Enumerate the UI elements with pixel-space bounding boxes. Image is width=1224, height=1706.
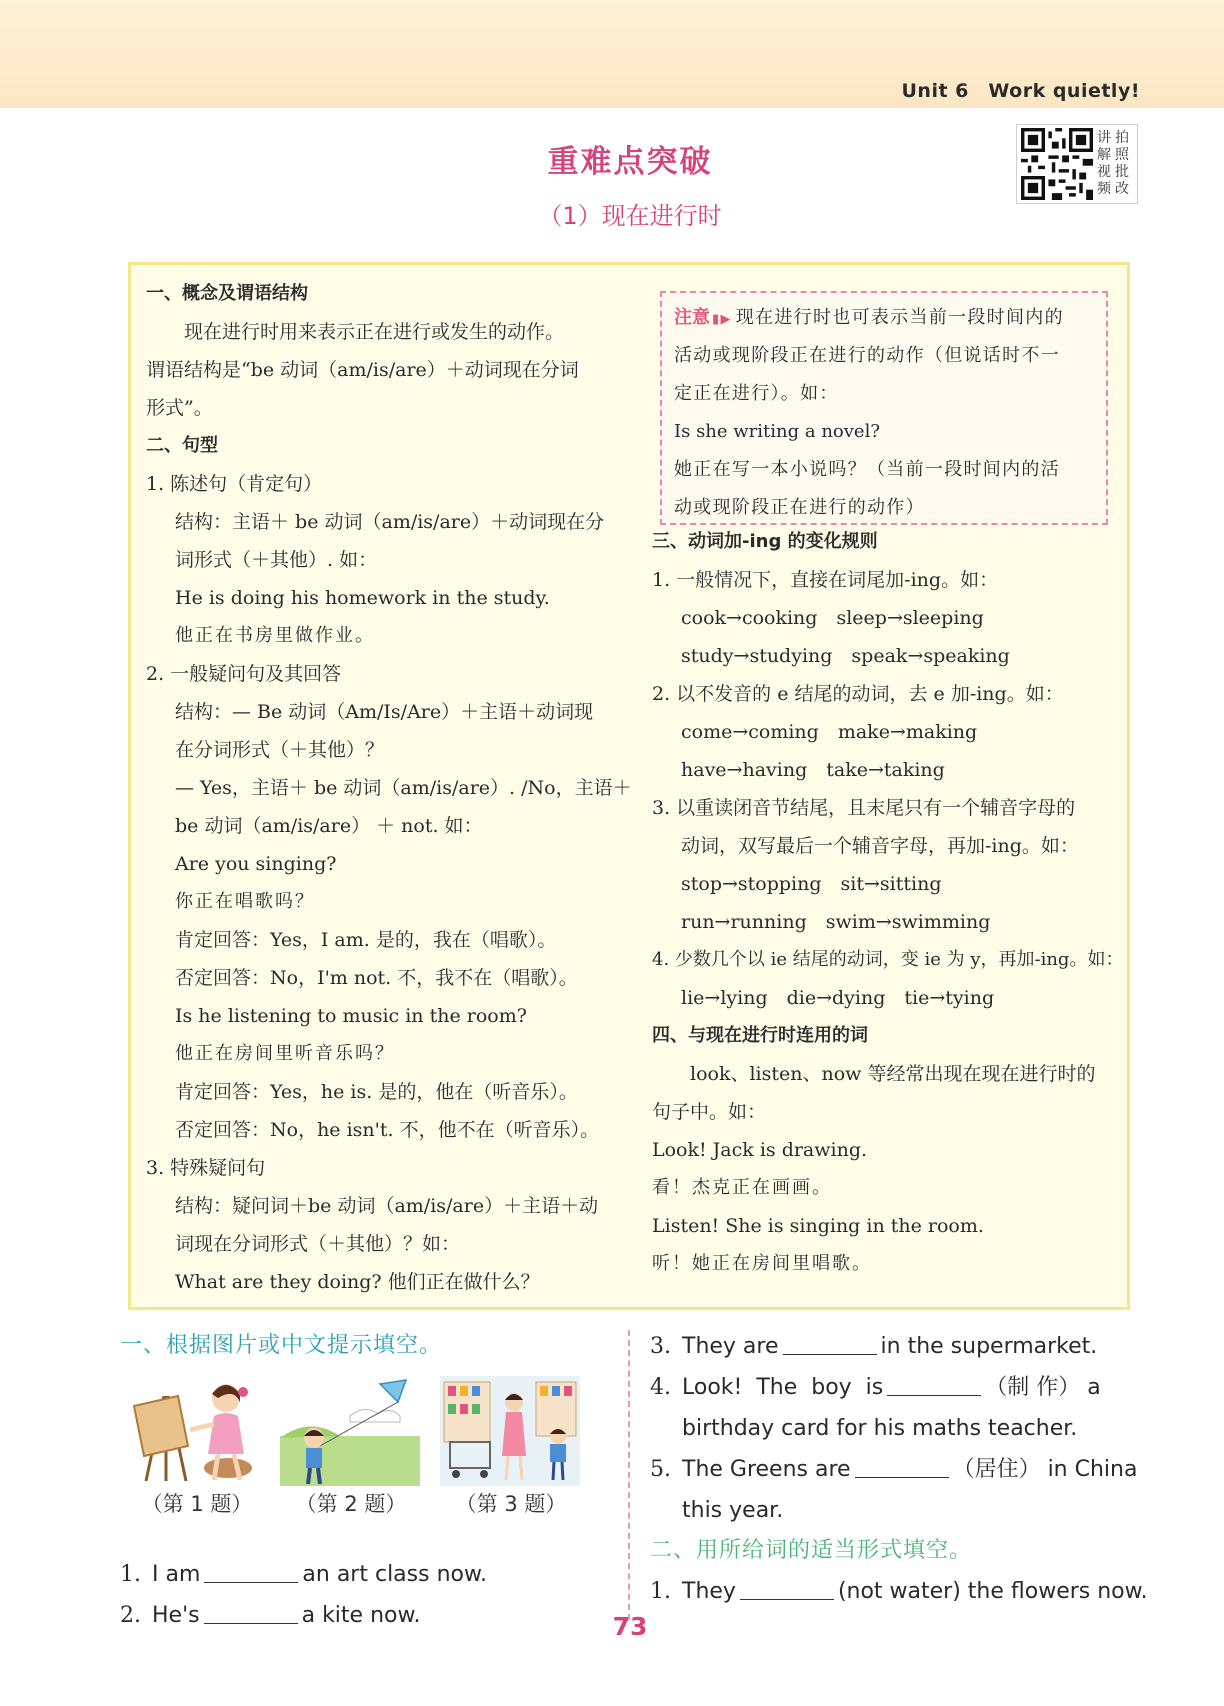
exercise-item: 4. Look! The boy is （制 作） a	[650, 1367, 1150, 1408]
example-translation: 他正在书房里做作业。	[175, 625, 375, 646]
exercise-heading: 二、用所给词的适当形式填空。	[650, 1538, 973, 1563]
verb-examples: study→studying speak→speaking	[681, 645, 1010, 667]
page-number: 73	[612, 1612, 648, 1641]
verb-examples: stop→stopping sit→sitting	[681, 873, 942, 895]
text-line: 现在进行时用来表示正在进行或发生的动作。	[184, 321, 565, 343]
exercise-heading: 一、根据图片或中文提示填空。	[120, 1333, 443, 1358]
exercise-item: 1. I am an art class now.	[120, 1554, 620, 1595]
note-line: 注意 ▮▶ 现在进行时也可表示当前一段时间内的	[674, 307, 1064, 328]
verb-examples: lie→lying die→dying tie→tying	[681, 987, 995, 1009]
text-line: 1. 陈述句（肯定句）	[146, 473, 323, 495]
text-line: 词现在分词形式（＋其他）？如：	[175, 1233, 461, 1255]
text-line: 谓语结构是“be 动词（am/is/are）＋动词现在分词	[146, 359, 579, 381]
text-line: 形式”。	[146, 397, 213, 419]
verb-examples: cook→cooking sleep→sleeping	[681, 607, 984, 629]
note-line: 动或现阶段正在进行的动作）	[674, 497, 925, 518]
exercise-item: 5. The Greens are （居住） in China	[650, 1449, 1150, 1490]
example-sentence: He is doing his homework in the study.	[175, 587, 550, 609]
answer-blank[interactable]	[855, 1454, 949, 1478]
exercise-left-column	[120, 1326, 620, 1636]
example-sentence: Listen! She is singing in the room.	[652, 1215, 984, 1237]
example-sentence: Are you singing?	[175, 853, 337, 875]
note-box	[660, 291, 1108, 525]
example-translation: 你正在唱歌吗？	[175, 891, 315, 912]
note-line: 她正在写一本小说吗？（当前一段时间内的活	[674, 459, 1060, 480]
note-line: 定正在进行）。如：	[674, 383, 839, 404]
page-subtitle: （1）现在进行时	[538, 202, 722, 230]
section-heading: 四、与现在进行时连用的词	[652, 1025, 868, 1046]
text-line: 动词，双写最后一个辅音字母，再加-ing。如：	[681, 835, 1079, 857]
text-line: 2. 以不发音的 e 结尾的动词，去 e 加-ing。如：	[652, 683, 1064, 705]
text-line: 3. 特殊疑问句	[146, 1157, 266, 1179]
text-line: 肯定回答：Yes，he is. 是的，他在（听音乐）。	[175, 1081, 578, 1103]
text-line: 结构：主语＋ be 动词（am/is/are）＋动词现在分	[175, 511, 605, 533]
text-line: 结构：— Be 动词（Am/Is/Are）＋主语＋动词现	[175, 701, 594, 723]
exercise-right-column	[650, 1326, 1150, 1612]
verb-examples: come→coming make→making	[681, 721, 978, 743]
verb-examples: have→having take→taking	[681, 759, 945, 781]
text-line: 4. 少数几个以 ie 结尾的动词，变 ie 为 y，再加-ing。如：	[652, 949, 1124, 970]
text-line: be 动词（am/is/are） ＋ not. 如：	[175, 815, 483, 837]
text-line: 结构：疑问词＋be 动词（am/is/are）＋主语＋动	[175, 1195, 599, 1217]
answer-blank[interactable]	[204, 1559, 298, 1583]
play-arrow-icon: ▮▶	[712, 312, 732, 327]
text-line: 1. 一般情况下，直接在词尾加-ing。如：	[652, 569, 999, 591]
answer-blank[interactable]	[887, 1372, 981, 1396]
grammar-left-column	[146, 275, 632, 1301]
section-heading: 三、动词加-ing 的变化规则	[652, 531, 878, 552]
exercise-item: 3. They are in the supermarket.	[650, 1326, 1150, 1367]
column-divider	[628, 1330, 630, 1620]
qr-code-panel[interactable]	[1016, 124, 1138, 204]
picture-caption-3: （第 3 题）	[455, 1492, 567, 1516]
unit-title: Unit 6 Work quietly!	[901, 80, 1140, 102]
example-sentence: Is he listening to music in the room?	[175, 1005, 527, 1027]
example-sentence: Look! Jack is drawing.	[652, 1139, 868, 1161]
example-translation: 他正在房间里听音乐吗？	[175, 1043, 395, 1064]
exercise-item: 2. He's a kite now.	[120, 1595, 620, 1636]
section-heading: 一、概念及谓语结构	[146, 283, 308, 304]
page-title: 重难点突破	[547, 144, 713, 180]
section-heading: 二、句型	[146, 435, 218, 456]
exercise-item-continued: this year.	[682, 1498, 784, 1523]
example-translation: 听！她正在房间里唱歌。	[652, 1253, 872, 1274]
qr-caption: 讲 拍 解 照 视 批 频 改	[1097, 130, 1129, 197]
picture-caption-2: （第 2 题）	[295, 1492, 407, 1516]
text-line: 肯定回答：Yes，I am. 是的，我在（唱歌）。	[175, 929, 557, 951]
text-line: 词形式（＋其他）. 如：	[175, 549, 378, 571]
picture-caption-1: （第 1 题）	[141, 1492, 253, 1516]
exercise-item-continued: birthday card for his maths teacher.	[682, 1416, 1078, 1441]
example-sentence: What are they doing? 他们正在做什么？	[175, 1271, 540, 1293]
verb-examples: run→running swim→swimming	[681, 911, 991, 933]
note-label: 注意	[674, 307, 710, 328]
answer-blank[interactable]	[740, 1576, 834, 1600]
text-line: look、listen、now 等经常出现在现在进行时的	[690, 1063, 1096, 1085]
note-line: 活动或现阶段正在进行的动作（但说话时不一	[674, 345, 1060, 366]
text-line: — Yes，主语＋ be 动词（am/is/are）. /No，主语＋	[175, 777, 632, 799]
text-line: 否定回答：No，he isn't. 不，他不在（听音乐）。	[175, 1119, 600, 1141]
exercise-item: 1. They (not water) the flowers now.	[650, 1571, 1150, 1612]
text-line: 否定回答：No，I'm not. 不，我不在（唱歌）。	[175, 967, 578, 989]
text-line: 3. 以重读闭音节结尾，且末尾只有一个辅音字母的	[652, 797, 1076, 819]
example-translation: 看！杰克正在画画。	[652, 1177, 832, 1198]
grammar-right-column	[652, 523, 1122, 1283]
note-line: Is she writing a novel?	[674, 421, 880, 442]
text-line: 2. 一般疑问句及其回答	[146, 663, 342, 685]
qr-code-icon[interactable]	[1021, 128, 1093, 200]
text-line: 句子中。如：	[652, 1101, 767, 1123]
answer-blank[interactable]	[783, 1331, 877, 1355]
text-line: 在分词形式（＋其他）？	[175, 739, 385, 761]
